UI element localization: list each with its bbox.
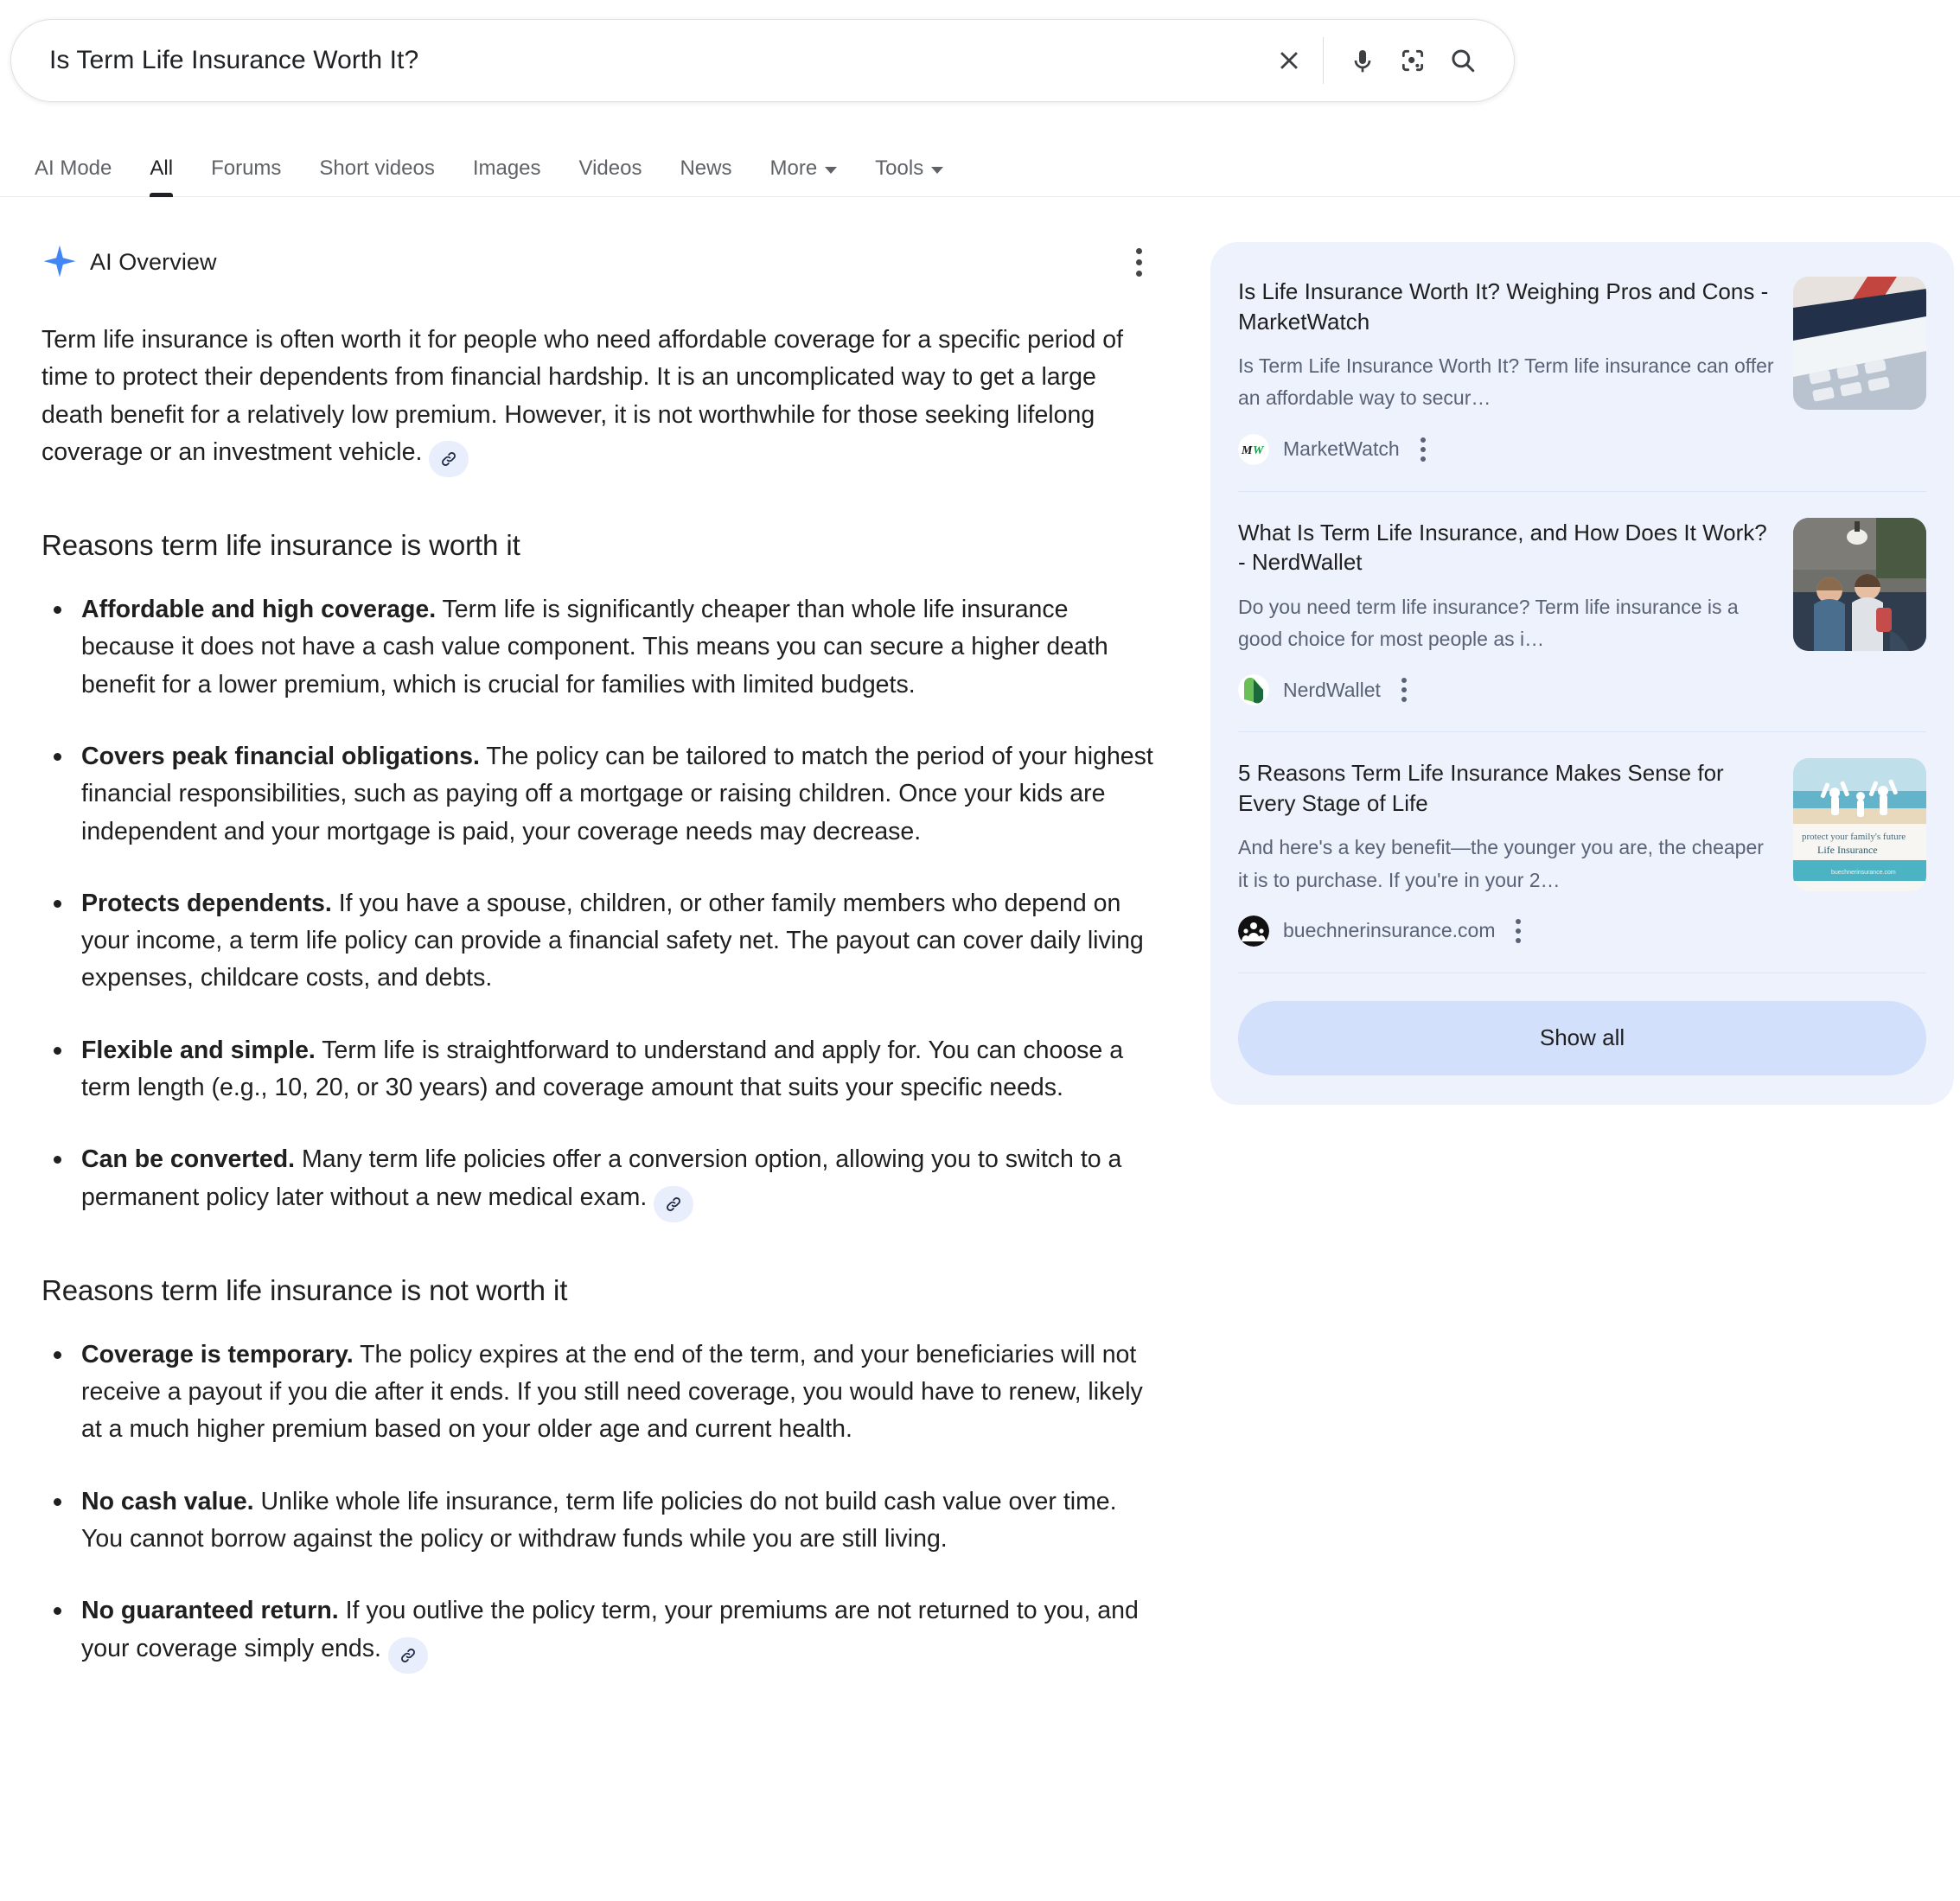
section-bullet-list [41, 591, 1159, 1222]
thumbnail-image [1793, 758, 1926, 891]
more-options-icon-dot [1516, 919, 1521, 924]
marketwatch-favicon [1238, 434, 1269, 465]
citation-chip[interactable] [429, 441, 469, 477]
source-footer [1238, 674, 1774, 705]
tab-short-videos[interactable] [319, 156, 434, 196]
nerdwallet-favicon [1238, 674, 1269, 705]
bullet-text: Unlike whole life insurance, term life policies do not build cash value over time. You cannot borrow against the policy or withdraw funds while you are still living. [81, 1487, 1117, 1553]
source-snippet: Is Term Life Insurance Worth It? Term life insurance can offer an affordable way to secur… [1238, 354, 1774, 410]
buechner-favicon [1238, 915, 1269, 947]
more-options-icon-dot [1516, 938, 1521, 943]
tab-videos[interactable] [579, 156, 642, 196]
source-domain: buechnerinsurance.com [1283, 919, 1496, 942]
bullet-term: Coverage is temporary. [81, 1340, 354, 1368]
tab-label: Videos [578, 156, 642, 180]
bullet-item [41, 738, 1159, 851]
ai-overview-column [0, 197, 1210, 1708]
source-title[interactable]: What Is Term Life Insurance, and How Does It Work? - NerdWallet [1238, 519, 1767, 576]
source-title[interactable]: Is Life Insurance Worth It? Weighing Pros and Cons - MarketWatch [1238, 278, 1769, 335]
bullet-text: The policy expires at the end of the term, and your beneficiaries will not receive a payout if you die after it ends. If you still need coverage, you would have to renew, likely at a much higher premium based on your older age and current health. [81, 1340, 1143, 1444]
sparkle-icon [41, 244, 78, 280]
tab-tools[interactable] [875, 156, 943, 196]
source-thumbnail [1793, 277, 1926, 410]
google-lens-icon [1399, 47, 1427, 74]
bullet-text: If you have a spouse, children, or other family members who depend on your income, a term life policy can provide a financial safety net. The payout can cover daily living expenses, childcare costs, and debts. [81, 889, 1144, 992]
clear-search-button[interactable] [1264, 35, 1314, 86]
search-icon [1448, 46, 1478, 75]
microphone-icon [1349, 47, 1376, 74]
ai-overview-sections [41, 529, 1159, 1674]
source-card[interactable] [1238, 271, 1926, 492]
source-domain: MarketWatch [1283, 437, 1400, 461]
tab-label: All [150, 156, 174, 180]
bullet-item [41, 885, 1159, 998]
bullet-item [41, 1483, 1159, 1559]
more-options-icon-dot [1516, 928, 1521, 934]
thumbnail-image [1793, 277, 1926, 410]
tab-label: AI Mode [35, 156, 112, 180]
bullet-item [41, 1336, 1159, 1449]
source-snippet: And here's a key benefit—the younger you are, the cheaper it is to purchase. If you're in your 2… [1238, 836, 1764, 891]
svg-text:protect your family's future: protect your family's future [1802, 832, 1906, 843]
more-options-icon-dot [1421, 456, 1426, 462]
ai-overview-intro [41, 322, 1159, 477]
bullet-text: The policy can be tailored to match the period of your highest financial responsibilities, such as paying off a mortgage or raising children. Once your kids are independent and your mortgage is paid, your coverage needs may decrease. [81, 742, 1153, 845]
svg-text:W: W [1253, 443, 1264, 457]
tab-forums[interactable] [211, 156, 281, 196]
tab-label: More [769, 156, 818, 180]
bullet-text: If you outlive the policy term, your premiums are not returned to you, and your coverage simply ends. [81, 1597, 1139, 1662]
source-options-button[interactable] [1509, 915, 1528, 947]
submit-search-button[interactable] [1438, 35, 1488, 86]
source-footer [1238, 915, 1774, 947]
ai-overview-intro-text: Term life insurance is often worth it for people who need affordable coverage for a specific period of time to protect their dependents from financial hardship. It is an uncomplicated way to get a large death benefit for a relatively low premium. However, it is not worthwhile for those seeking lifelong coverage or an investment vehicle. [41, 326, 1124, 466]
search-box[interactable] [10, 19, 1515, 102]
source-card-body [1238, 758, 1793, 947]
bullet-term: Affordable and high coverage. [81, 595, 437, 623]
source-thumbnail [1793, 518, 1926, 651]
svg-text:buechnerinsurance.com: buechnerinsurance.com [1831, 870, 1896, 877]
bullet-item [41, 591, 1159, 704]
tab-label: Forums [211, 156, 282, 180]
bullet-text: Term life is significantly cheaper than whole life insurance because it does not have a cash value component. This means you can secure a higher death benefit for a lower premium, which is crucial for families with limited budgets. [81, 595, 1108, 699]
bullet-term: No cash value. [81, 1487, 254, 1515]
tab-images[interactable] [473, 156, 541, 196]
source-options-button[interactable] [1414, 434, 1433, 465]
tab-label: Images [472, 156, 541, 180]
link-icon [663, 1194, 684, 1215]
close-icon [1274, 46, 1304, 75]
source-card[interactable] [1238, 492, 1926, 733]
more-options-icon-dot [1401, 697, 1407, 702]
bullet-term: Protects dependents. [81, 889, 332, 917]
section-heading: Reasons term life insurance is worth it [41, 528, 520, 561]
tab-label: News [680, 156, 732, 180]
thumbnail-image [1793, 518, 1926, 651]
tab-label: Tools [875, 156, 924, 180]
source-thumbnail [1793, 758, 1926, 891]
link-icon [398, 1645, 418, 1666]
sources-column [1210, 197, 1954, 1105]
more-options-icon-dot [1401, 678, 1407, 683]
bullet-term: Flexible and simple. [81, 1036, 316, 1064]
svg-text:M: M [1242, 443, 1253, 457]
more-options-icon-dot [1421, 447, 1426, 452]
nerdwallet-favicon [1238, 674, 1269, 705]
results-layout [0, 197, 1960, 1708]
search-input[interactable] [49, 46, 1264, 75]
more-options-icon-dot [1136, 248, 1142, 254]
ai-overview-header [41, 242, 1159, 282]
tab-all[interactable] [150, 156, 173, 196]
marketwatch-favicon [1238, 434, 1269, 465]
source-title[interactable]: 5 Reasons Term Life Insurance Makes Sense for Every Stage of Life [1238, 760, 1724, 816]
show-all-sources-button[interactable]: Show all [1238, 1001, 1926, 1075]
bullet-term: Can be converted. [81, 1145, 296, 1174]
lens-search-button[interactable] [1388, 35, 1438, 86]
tab-ai-mode[interactable] [35, 156, 112, 196]
source-card-body [1238, 277, 1793, 465]
tab-news[interactable] [680, 156, 731, 196]
divider [1323, 37, 1324, 84]
tab-label: Short videos [319, 156, 435, 180]
source-card[interactable] [1238, 732, 1926, 973]
source-footer [1238, 434, 1774, 465]
source-options-button[interactable] [1395, 674, 1414, 705]
chevron-down-icon [825, 167, 837, 174]
ai-overview-menu-button[interactable] [1119, 242, 1159, 282]
voice-search-button[interactable] [1338, 35, 1388, 86]
source-card-body [1238, 518, 1793, 706]
section-heading: Reasons term life insurance is not worth it [41, 1273, 568, 1306]
ai-overview-title: AI Overview [90, 248, 217, 275]
source-domain: NerdWallet [1283, 678, 1381, 701]
bullet-item [41, 1141, 1159, 1222]
search-box-actions [1264, 35, 1488, 86]
bullet-term: Covers peak financial obligations. [81, 742, 480, 770]
more-options-icon-dot [1401, 687, 1407, 692]
buechner-favicon [1238, 915, 1269, 947]
search-filter-tabs [0, 140, 1960, 197]
citation-chip[interactable] [654, 1186, 693, 1222]
citation-chip[interactable] [388, 1637, 428, 1674]
bullet-text: Many term life policies offer a conversion option, allowing you to switch to a permanent policy later without a new medical exam. [81, 1145, 1122, 1211]
source-snippet: Do you need term life insurance? Term life insurance is a good choice for most people as i… [1238, 595, 1739, 651]
more-options-icon-dot [1421, 437, 1426, 443]
sources-panel [1210, 242, 1954, 1105]
more-options-icon-dot [1136, 271, 1142, 277]
svg-text:Life Insurance: Life Insurance [1817, 844, 1878, 857]
section-bullet-list [41, 1336, 1159, 1674]
sources-list [1238, 271, 1926, 973]
bullet-term: No guaranteed return. [81, 1597, 339, 1625]
more-options-icon-dot [1136, 259, 1142, 265]
search-header [0, 0, 1960, 102]
chevron-down-icon [931, 167, 943, 174]
link-icon [438, 449, 459, 469]
tab-more[interactable] [769, 156, 837, 196]
bullet-item [41, 1032, 1159, 1107]
bullet-item [41, 1592, 1159, 1673]
bullet-text: Term life is straightforward to understand and apply for. You can choose a term length (e.g., 10, 20, or 30 years) and coverage amount that suits your specific needs. [81, 1036, 1124, 1102]
